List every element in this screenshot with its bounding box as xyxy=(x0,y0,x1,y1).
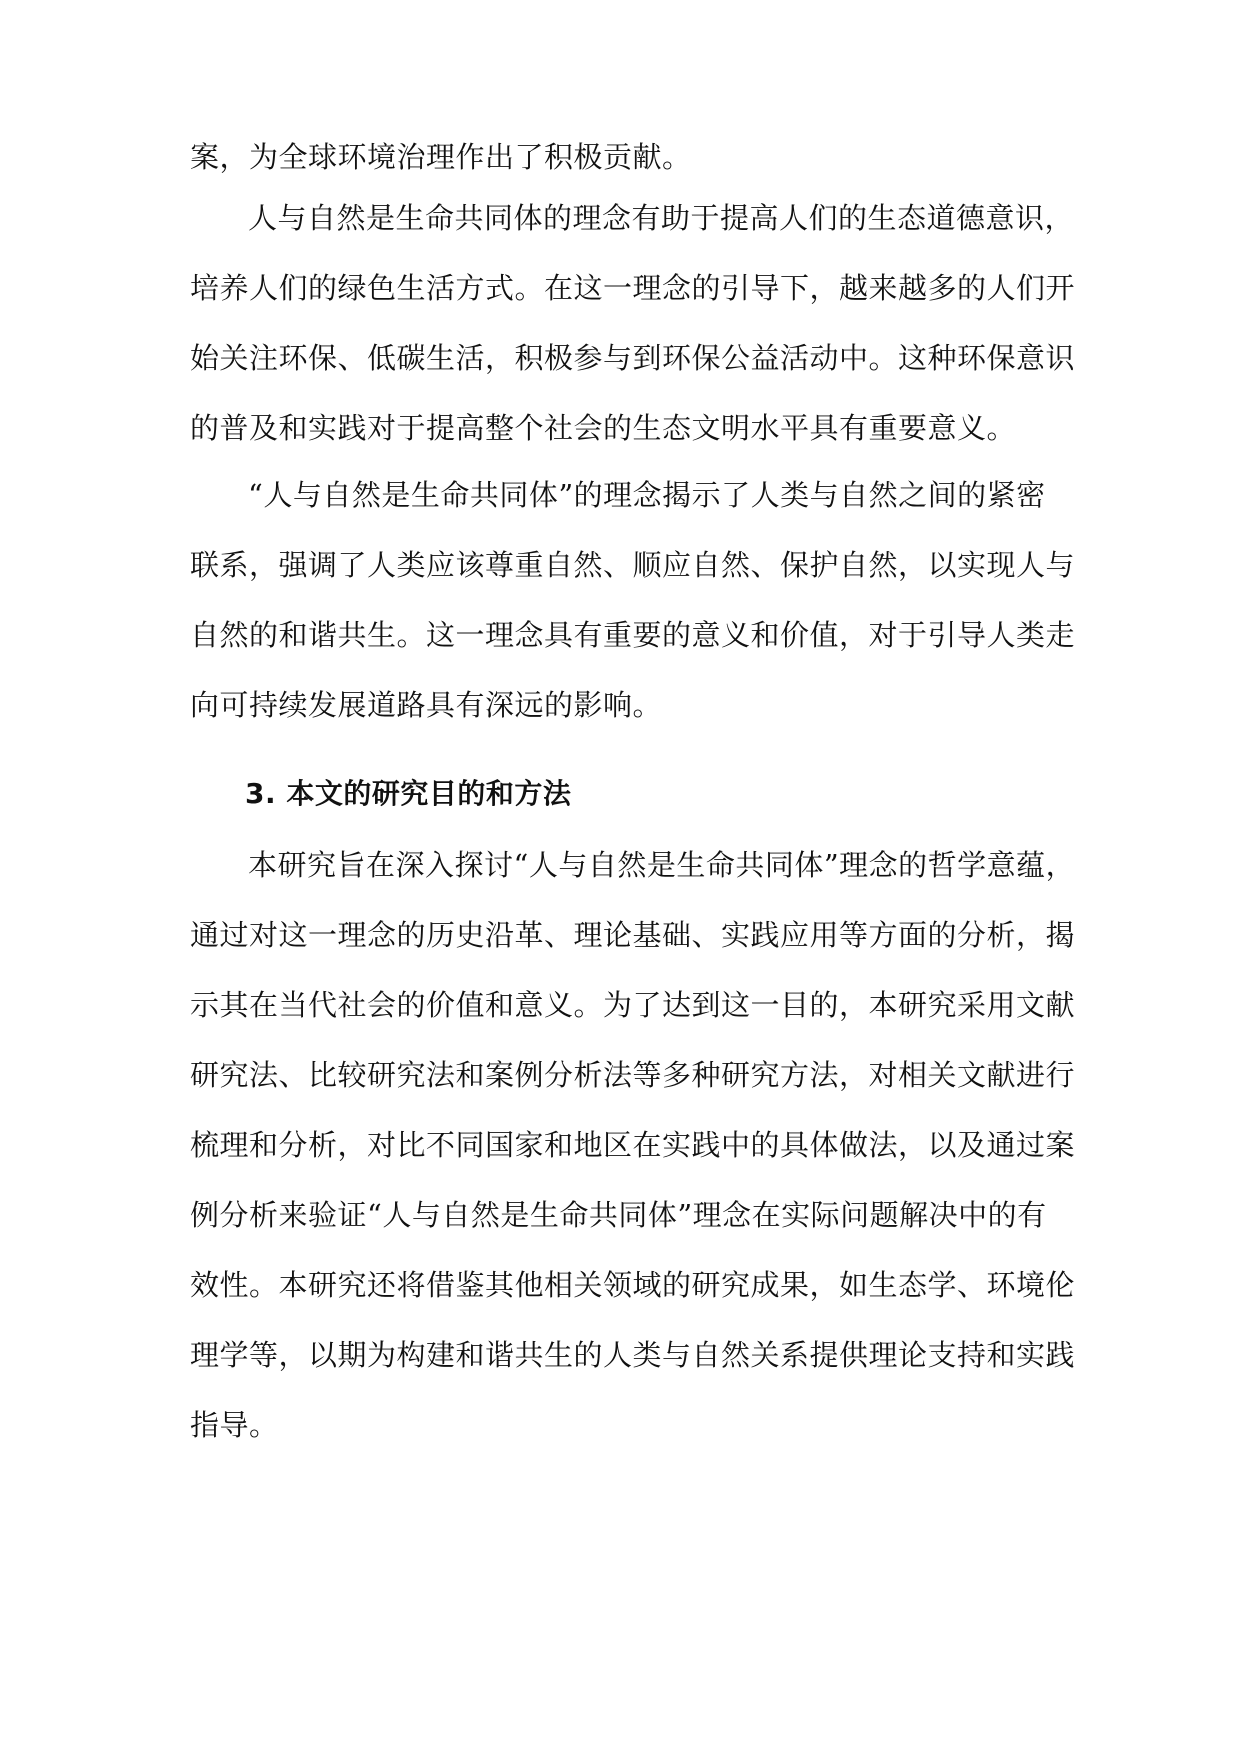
paragraph-line: 本研究旨在深入探讨“人与自然是生命共同体”理念的哲学意蕴， xyxy=(248,848,1076,882)
paragraph-line: 案，为全球环境治理作出了积极贡献。 xyxy=(190,140,692,174)
paragraph-line: 研究法、比较研究法和案例分析法等多种研究方法，对相关文献进行 xyxy=(190,1058,1076,1092)
paragraph-line: 例分析来验证“人与自然是生命共同体”理念在实际问题解决中的有 xyxy=(190,1198,1047,1232)
paragraph-line: “人与自然是生命共同体”的理念揭示了人类与自然之间的紧密 xyxy=(248,478,1046,512)
paragraph-line: 指导。 xyxy=(190,1408,279,1442)
paragraph-line: 示其在当代社会的价值和意义。为了达到这一目的，本研究采用文献 xyxy=(190,988,1076,1022)
paragraph-line: 自然的和谐共生。这一理念具有重要的意义和价值，对于引导人类走 xyxy=(190,618,1076,652)
paragraph-line: 人与自然是生命共同体的理念有助于提高人们的生态道德意识， xyxy=(248,201,1075,235)
paragraph-line: 联系，强调了人类应该尊重自然、顺应自然、保护自然，以实现人与 xyxy=(190,548,1076,582)
paragraph-line: 的普及和实践对于提高整个社会的生态文明水平具有重要意义。 xyxy=(190,411,1017,445)
section-heading: 3. 本文的研究目的和方法 xyxy=(245,777,572,810)
paragraph-line: 理学等，以期为构建和谐共生的人类与自然关系提供理论支持和实践 xyxy=(190,1338,1076,1372)
paragraph-line: 通过对这一理念的历史沿革、理论基础、实践应用等方面的分析，揭 xyxy=(190,918,1076,952)
paragraph-line: 向可持续发展道路具有深远的影响。 xyxy=(190,688,663,722)
paragraph-line: 效性。本研究还将借鉴其他相关领域的研究成果，如生态学、环境伦 xyxy=(190,1268,1076,1302)
paragraph-line: 梳理和分析，对比不同国家和地区在实践中的具体做法，以及通过案 xyxy=(190,1128,1076,1162)
paragraph-line: 培养人们的绿色生活方式。在这一理念的引导下，越来越多的人们开 xyxy=(190,271,1076,305)
paragraph-line: 始关注环保、低碳生活，积极参与到环保公益活动中。这种环保意识 xyxy=(190,341,1076,375)
